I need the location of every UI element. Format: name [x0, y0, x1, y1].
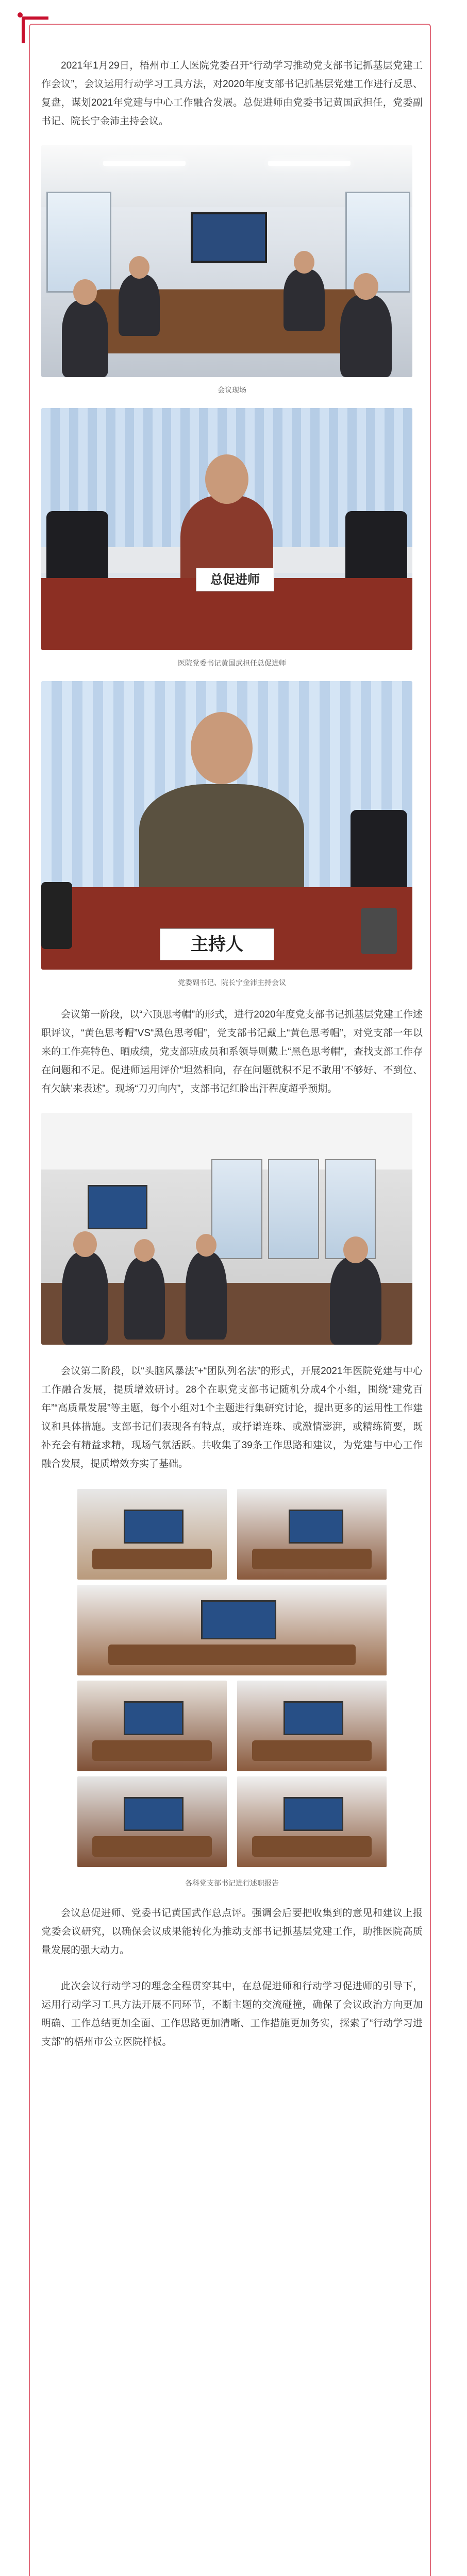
attendee-head: [294, 251, 314, 274]
collage-photo: [237, 1489, 387, 1580]
photo-collage: [77, 1489, 387, 1870]
presentation-screen: [88, 1185, 147, 1229]
attendee: [340, 295, 392, 377]
cup: [361, 908, 397, 954]
presentation-screen: [191, 212, 267, 263]
collage-photo: [77, 1585, 387, 1675]
host-head: [191, 712, 253, 784]
paragraph-stage-one: 会议第一阶段，以“六顶思考帽”的形式，进行2020年度党支部书记抓基层党建工作述职评议，“黄色思考帽”VS“黑色思考帽”，党支部书记戴上“黄色思考帽”，对党支部一年以来的工作亮特色、晒成绩，党支部班成员和系领导则戴上“黑色思考帽”，查找支部工作存在问题和不足。促进师运用评价“坦然相向，存在问题就积不足不敢用‘不够好、不到位、有欠缺’来表述”。现场“刀刃向内”，支部书记红脸出汗程度超乎预期。: [41, 1009, 423, 1094]
paragraph-intro: 2021年1月29日，梧州市工人医院党委召开“行动学习推动党支部书记抓基层党建工作会议”，会议运用行动学习工具方法，对2020年度支部书记抓基层党建工作进行反思、复盘，谋划2021年党建与中心工作融合发展。总促进师由党委书记黄国武担任，党委副书记、院长宁金沛主持会议。: [41, 60, 423, 127]
attendee: [330, 1257, 381, 1345]
attendee: [119, 274, 160, 336]
photo-meeting-scene: [41, 145, 412, 377]
ceiling-light: [103, 161, 186, 166]
attendee: [62, 300, 108, 377]
attendee-head: [73, 1231, 97, 1257]
attendee: [186, 1252, 227, 1340]
photo-meeting-hall: [41, 1113, 412, 1345]
collage-photo: [77, 1681, 227, 1771]
attendee-head: [196, 1234, 216, 1257]
caption-chief-facilitator: 医院党委书记黄国武担任总促进师: [178, 659, 286, 667]
attendee-head: [73, 279, 97, 305]
attendee-head: [134, 1239, 155, 1262]
collage-photo: [237, 1776, 387, 1867]
nameplate: 主持人: [160, 928, 274, 960]
host: [139, 784, 304, 897]
caption-meeting-scene: 会议现场: [218, 386, 246, 394]
speaker-head: [205, 454, 248, 504]
ceiling-light: [268, 161, 351, 166]
window: [211, 1159, 262, 1259]
attendee: [283, 269, 325, 331]
attendee-head: [343, 1236, 368, 1263]
paragraph-conclusion: 此次会议行动学习的理念全程贯穿其中，在总促进师和行动学习促进师的引导下，运用行动学习工具方法开展不同环节，不断主题的交流碰撞，确保了会议政治方向更加明确、工作总结更加全面、工作思路更加清晰、工作措施更加务实，探索了“行动学习进支部”的梧州市公立医院样板。: [41, 1981, 423, 2047]
corner-dot: [18, 12, 23, 18]
window: [268, 1159, 319, 1259]
chair: [46, 511, 108, 588]
attendee-head: [354, 273, 378, 300]
photo-chief-facilitator: [41, 408, 412, 650]
chair: [351, 810, 407, 897]
window: [46, 192, 111, 293]
microphone: [41, 882, 72, 949]
collage-photo: [77, 1776, 227, 1867]
caption-collage: 各科党支部书记进行述职报告: [185, 1879, 279, 1887]
collage-photo: [77, 1489, 227, 1580]
paragraph-summary: 会议总促进师、党委书记黄国武作总点评。强调会后要把收集到的意见和建议上报党委会议研究，以确保会议成果能转化为推动支部书记抓基层党建工作，助推医院高质量发展的强大动力。: [41, 1908, 423, 1956]
collage-photo: [237, 1681, 387, 1771]
paragraph-stage-two: 会议第二阶段，以“头脑风暴法”+“团队列名法”的形式，开展2021年医院党建与中心工作融合发展，提质增效研讨。28个在职党支部书记随机分成4个小组，围绕“建党百年”“高质量发展”等主题，每个小组对1个主题进行集研究讨论，提出更多的运用性工作建议和具体措施。支部书记们表现各有特点，或抒谱连珠、或激情澎湃，或精练简要，既补充会有精益求精，现场气氛活跃。共收集了39条工作思路和建议，为党建与中心工作融合发展，提质增效夯实了基础。: [41, 1366, 423, 1469]
window: [345, 192, 410, 293]
attendee: [124, 1257, 165, 1340]
caption-host: 党委副书记、院长宁金沛主持会议: [178, 978, 286, 987]
nameplate: 总促进师: [196, 568, 274, 591]
attendee-head: [129, 256, 149, 279]
article-body: [41, 36, 423, 2052]
photo-host: [41, 681, 412, 970]
attendee: [62, 1252, 108, 1345]
chair: [345, 511, 407, 588]
